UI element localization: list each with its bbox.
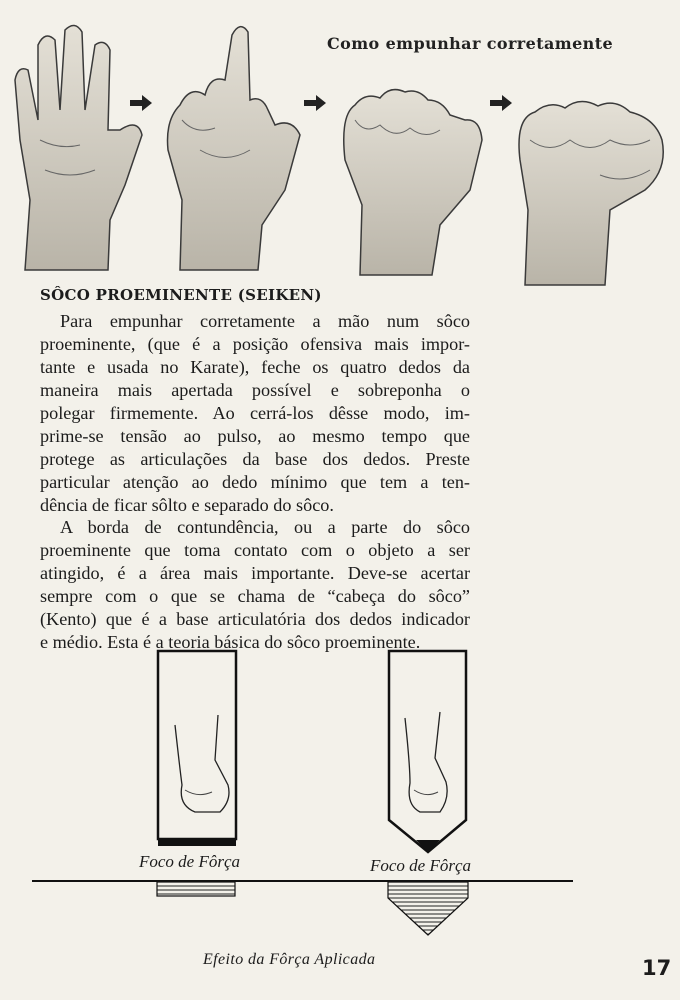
deep-impact-area bbox=[388, 882, 468, 935]
curling-hand-illustration bbox=[168, 27, 301, 270]
text-line: proeminente que toma contato com o objeto a ser bbox=[40, 540, 470, 560]
text-line: maneira mais apertada possível e sobreponha o bbox=[40, 380, 470, 400]
text-line: tante e usada no Karate), feche os quatro dedos da bbox=[40, 357, 470, 377]
page-number: 17 bbox=[642, 956, 672, 980]
text-line: prime-se tensão ao pulso, ao mesmo tempo que bbox=[40, 426, 470, 446]
effect-caption: Efeito da Fôrça Aplicada bbox=[203, 951, 376, 968]
section-heading: SÔCO PROEMINENTE (SEIKEN) bbox=[40, 286, 322, 304]
paragraph-how-to-make-fist bbox=[40, 310, 470, 517]
text-line: Para empunhar corretamente a mão num sôco bbox=[60, 311, 470, 331]
text-line: dência de ficar sôlto e separado do sôco. bbox=[40, 495, 334, 515]
closed-fist-illustration bbox=[519, 101, 663, 285]
force-focus-diagram bbox=[0, 640, 680, 940]
arrow-icon bbox=[130, 95, 152, 111]
shallow-impact-area bbox=[157, 882, 235, 896]
text-line: atingido, é a área mais importante. Deve-se acertar bbox=[40, 563, 470, 583]
paragraph-striking-surface bbox=[40, 516, 470, 654]
text-line: polegar firmemente. Ao cerrá-los dêsse modo, im- bbox=[40, 403, 470, 423]
page-header-title: Como empunhar corretamente bbox=[327, 34, 614, 53]
arrow-icon bbox=[490, 95, 512, 111]
open-hand-illustration bbox=[15, 25, 142, 270]
text-line: sempre com o que se chama de “cabeça do sôco” bbox=[40, 586, 470, 606]
text-line: protege as articulações da base dos dedos. Preste bbox=[40, 449, 470, 469]
fist-formation-sequence bbox=[0, 0, 680, 290]
arrow-icon bbox=[304, 95, 326, 111]
text-line: proeminente, (que é a posição ofensiva mais impor- bbox=[40, 334, 470, 354]
pointed-force-box bbox=[389, 651, 466, 852]
text-line: particular atenção ao dedo mínimo que tem a ten- bbox=[40, 472, 470, 492]
flat-force-box bbox=[158, 651, 236, 846]
right-focus-caption: Foco de Fôrça bbox=[370, 856, 472, 875]
text-line: e médio. Esta é a teoria básica do sôco proeminente. bbox=[40, 632, 421, 652]
left-focus-caption: Foco de Fôrça bbox=[139, 852, 241, 871]
text-line: (Kento) que é a base articulatória dos dedos indicador bbox=[40, 609, 470, 629]
text-line: A borda de contundência, ou a parte do sôco bbox=[60, 517, 470, 537]
curled-fingers-illustration bbox=[344, 90, 482, 275]
